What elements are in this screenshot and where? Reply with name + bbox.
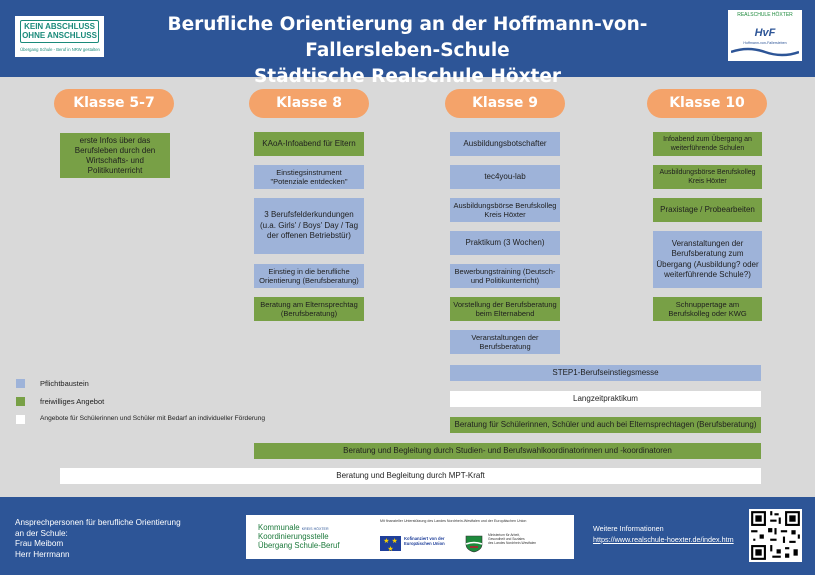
school-logo: REALSCHULE HÖXTER HvF Hoffmann-von-Fallersleben <box>728 10 802 61</box>
box-10-berufsberatung: Veranstaltungen der Berufsberatung zum Übergang (Ausbildung? oder weiterführende Schule?) <box>653 231 762 288</box>
wave-icon <box>731 46 799 58</box>
legend-foerderung: Angebote für Schülerinnen und Schüler mit Bedarf an individueller Förderung <box>40 415 266 422</box>
grade-8: Klasse 8 <box>249 89 369 118</box>
bar-beratung-eltern: Beratung für Schülerinnen, Schüler und auch bei Elternsprechtagen (Berufsberatung) <box>450 417 761 433</box>
legend-swatch-pflicht <box>16 379 25 388</box>
bar-studien-berufswahl: Beratung und Begleitung durch Studien- und Berufswahlkoordinatorinnen und -koordinatoren <box>254 443 761 459</box>
grade-10: Klasse 10 <box>647 89 767 118</box>
legend-pflicht: Pflichtbaustein <box>40 379 89 388</box>
legend-swatch-freiwillig <box>16 397 25 406</box>
box-8-einstieg: Einstieg in die berufliche Orientierung (Berufsberatung) <box>254 264 364 288</box>
box-9-vorstellung: Vorstellung der Berufsberatung beim Elternabend <box>450 297 560 321</box>
box-10-ausbildungsboerse: Ausbildungsbörse Berufskolleg Kreis Höxter <box>653 165 762 189</box>
eu-flag-icon: ★ ★ ★ <box>380 536 401 551</box>
website-link[interactable]: https://www.realschule-hoexter.de/index.htm <box>593 534 734 544</box>
further-info: Weitere Informationen https://www.realschule-hoexter.de/index.htm <box>593 524 734 544</box>
kommunale-koordinierungsstelle-logo: Kommunale KREIS HÖXTER Koordinierungsstelle Übergang Schule-Beruf <box>246 515 376 559</box>
box-9-ausbildungsbotschafter: Ausbildungsbotschafter <box>450 132 560 156</box>
grade-9: Klasse 9 <box>445 89 565 118</box>
box-8-kaoa: KAoA-Infoabend für Eltern <box>254 132 364 156</box>
grade-5-7: Klasse 5-7 <box>54 89 174 118</box>
box-8-berufsfelder: 3 Berufsfelderkundungen (u.a. Girls' / Boys' Day / Tag der offenen Betriebstür) <box>254 198 364 254</box>
nrw-crest-icon <box>464 535 484 553</box>
box-9-ausbildungsboerse: Ausbildungsbörse Berufskolleg Kreis Höxter <box>450 198 560 222</box>
bar-mpt-kraft: Beratung und Begleitung durch MPT-Kraft <box>60 468 761 484</box>
box-10-schnuppertage: Schnuppertage am Berufskolleg oder KWG <box>653 297 762 321</box>
box-10-praxistage: Praxistage / Probearbeiten <box>653 198 762 222</box>
box-10-infoabend: Infoabend zum Übergang an weiterführende Schulen <box>653 132 762 156</box>
box-8-elternsprechtag: Beratung am Elternsprechtag (Berufsberatung) <box>254 297 364 321</box>
box-9-praktikum: Praktikum (3 Wochen) <box>450 231 560 255</box>
contact-info: Ansprechpersonen für berufliche Orientierung an der Schule: Frau Meibom Herr Herrmann <box>15 518 181 559</box>
page-title: Berufliche Orientierung an der Hoffmann-von-Fallersleben-Schule Städtische Realschule Höxter <box>167 14 648 87</box>
eu-funding-logo: Mit finanzieller Unterstützung des Landes Nordrhein-Westfalen und der Europäischen Union ★ ★ ★ Kofinanziert von der Europäischen Union Ministerium für Arbeit, Gesundheit und Soziales des Landes Nordrhein-Westfalen <box>376 515 574 559</box>
box-5-7-infos: erste Infos über das Berufsleben durch den Wirtschafts- und Politikunterricht <box>60 133 170 178</box>
legend-freiwillig: freiwilliges Angebot <box>40 397 105 406</box>
legend-swatch-foerderung <box>16 415 25 424</box>
bar-step1: STEP1-Berufseinstiegsmesse <box>450 365 761 381</box>
box-9-tec4you: tec4you-lab <box>450 165 560 189</box>
box-9-veranstaltungen: Veranstaltungen der Berufsberatung <box>450 330 560 354</box>
box-8-potenziale: Einstiegsinstrument "Potenziale entdecken" <box>254 165 364 189</box>
bar-langzeitpraktikum: Langzeitpraktikum <box>450 391 761 407</box>
box-9-bewerbungstraining: Bewerbungstraining (Deutsch- und Politikunterricht) <box>450 264 560 288</box>
qr-code-icon[interactable] <box>749 509 802 562</box>
kein-abschluss-logo: KEIN ABSCHLUSS OHNE ANSCHLUSS Übergang Schule - Beruf in NRW gestalten <box>15 16 104 57</box>
